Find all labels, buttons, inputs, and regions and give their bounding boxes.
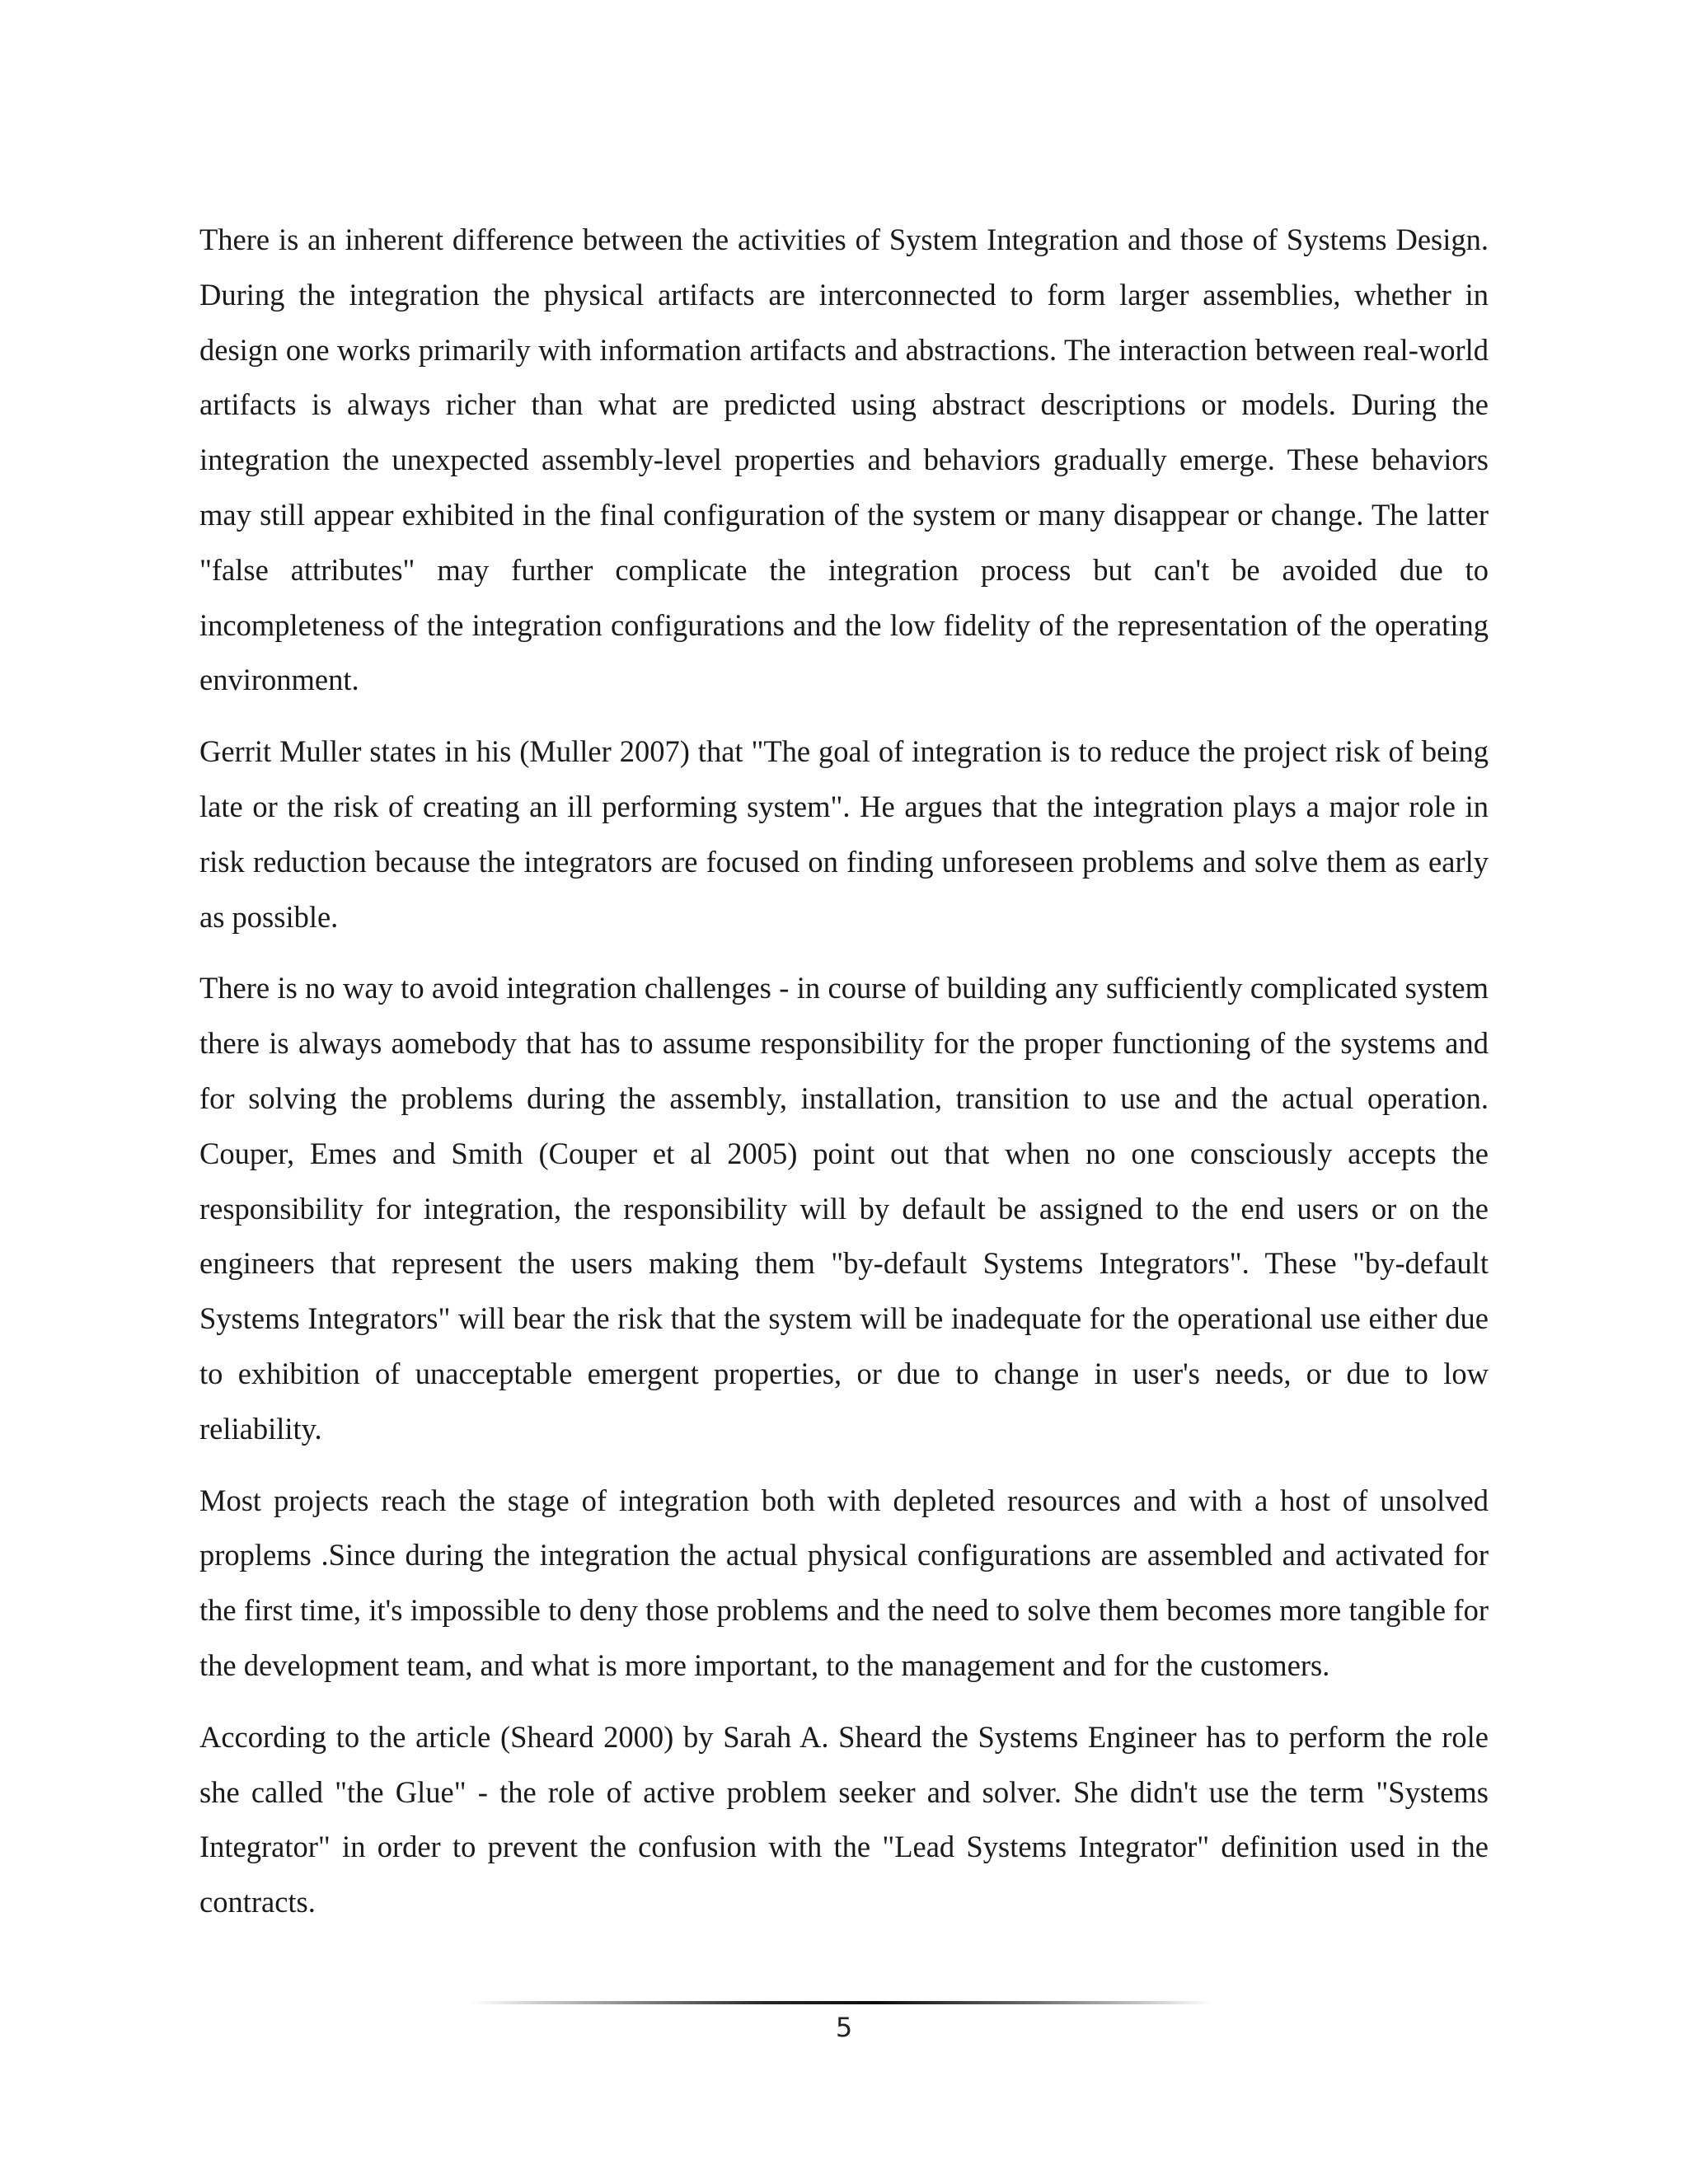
page-number: 5	[835, 2012, 853, 2043]
paragraph-1: There is an inherent difference between the activities of System Integration and those of Systems Design. During the integration the physical artifacts are interconnected to form larger assemblies, whether in design one works primarily with information artifacts and abstractions. The interaction between real-world artifacts is always richer than what are predicted using abstract descriptions or models. During the integration the unexpected assembly-level properties and behaviors gradually emerge. These behaviors may still appear exhibited in the final configuration of the system or many disappear or change. The latter "false attributes" may further complicate the integration process but can't be avoided due to incompleteness of the integration configurations and the low fidelity of the representation of the operating environment.	[199, 223, 1489, 697]
paragraph-5: According to the article (Sheard 2000) by Sarah A. Sheard the Systems Engineer has to perform the role she called "the Glue" - the role of active problem seeker and solver. She didn't use the term "Systems Integrator" in order to prevent the confusion with the "Lead Systems Integrator" definition used in the contracts.	[199, 1719, 1489, 1919]
paragraph-3: There is no way to avoid integration challenges - in course of building any sufficiently complicated system there is always aomebody that has to assume responsibility for the proper functioning of the systems and for solving the problems during the assembly, installation, transition to use and the actual operation. Couper, Emes and Smith (Couper et al 2005) point out that when no one consciously accepts the responsibility for integration, the responsibility will by default be assigned to the end users or on the engineers that represent the users making them "by-default Systems Integrators". These "by-default Systems Integrators" will bear the risk that the system will be inadequate for the operational use either due to exhibition of unacceptable emergent properties, or due to change in user's needs, or due to low reliability.	[199, 971, 1489, 1446]
paragraph-4: Most projects reach the stage of integration both with depleted resources and with a host of unsolved proplems .Since during the integration the actual physical configurations are assembled and activated for the first time, it's impossible to deny those problems and the need to solve them becomes more tangible for the development team, and what is more important, to the management and for the customers.	[199, 1483, 1489, 1682]
body-text	[199, 213, 1489, 1947]
footer-divider	[470, 2001, 1212, 2004]
paragraph-2: Gerrit Muller states in his (Muller 2007) that "The goal of integration is to reduce the project risk of being late or the risk of creating an ill performing system". He argues that the integration plays a major role in risk reduction because the integrators are focused on finding unforeseen problems and solve them as early as possible.	[199, 734, 1489, 934]
